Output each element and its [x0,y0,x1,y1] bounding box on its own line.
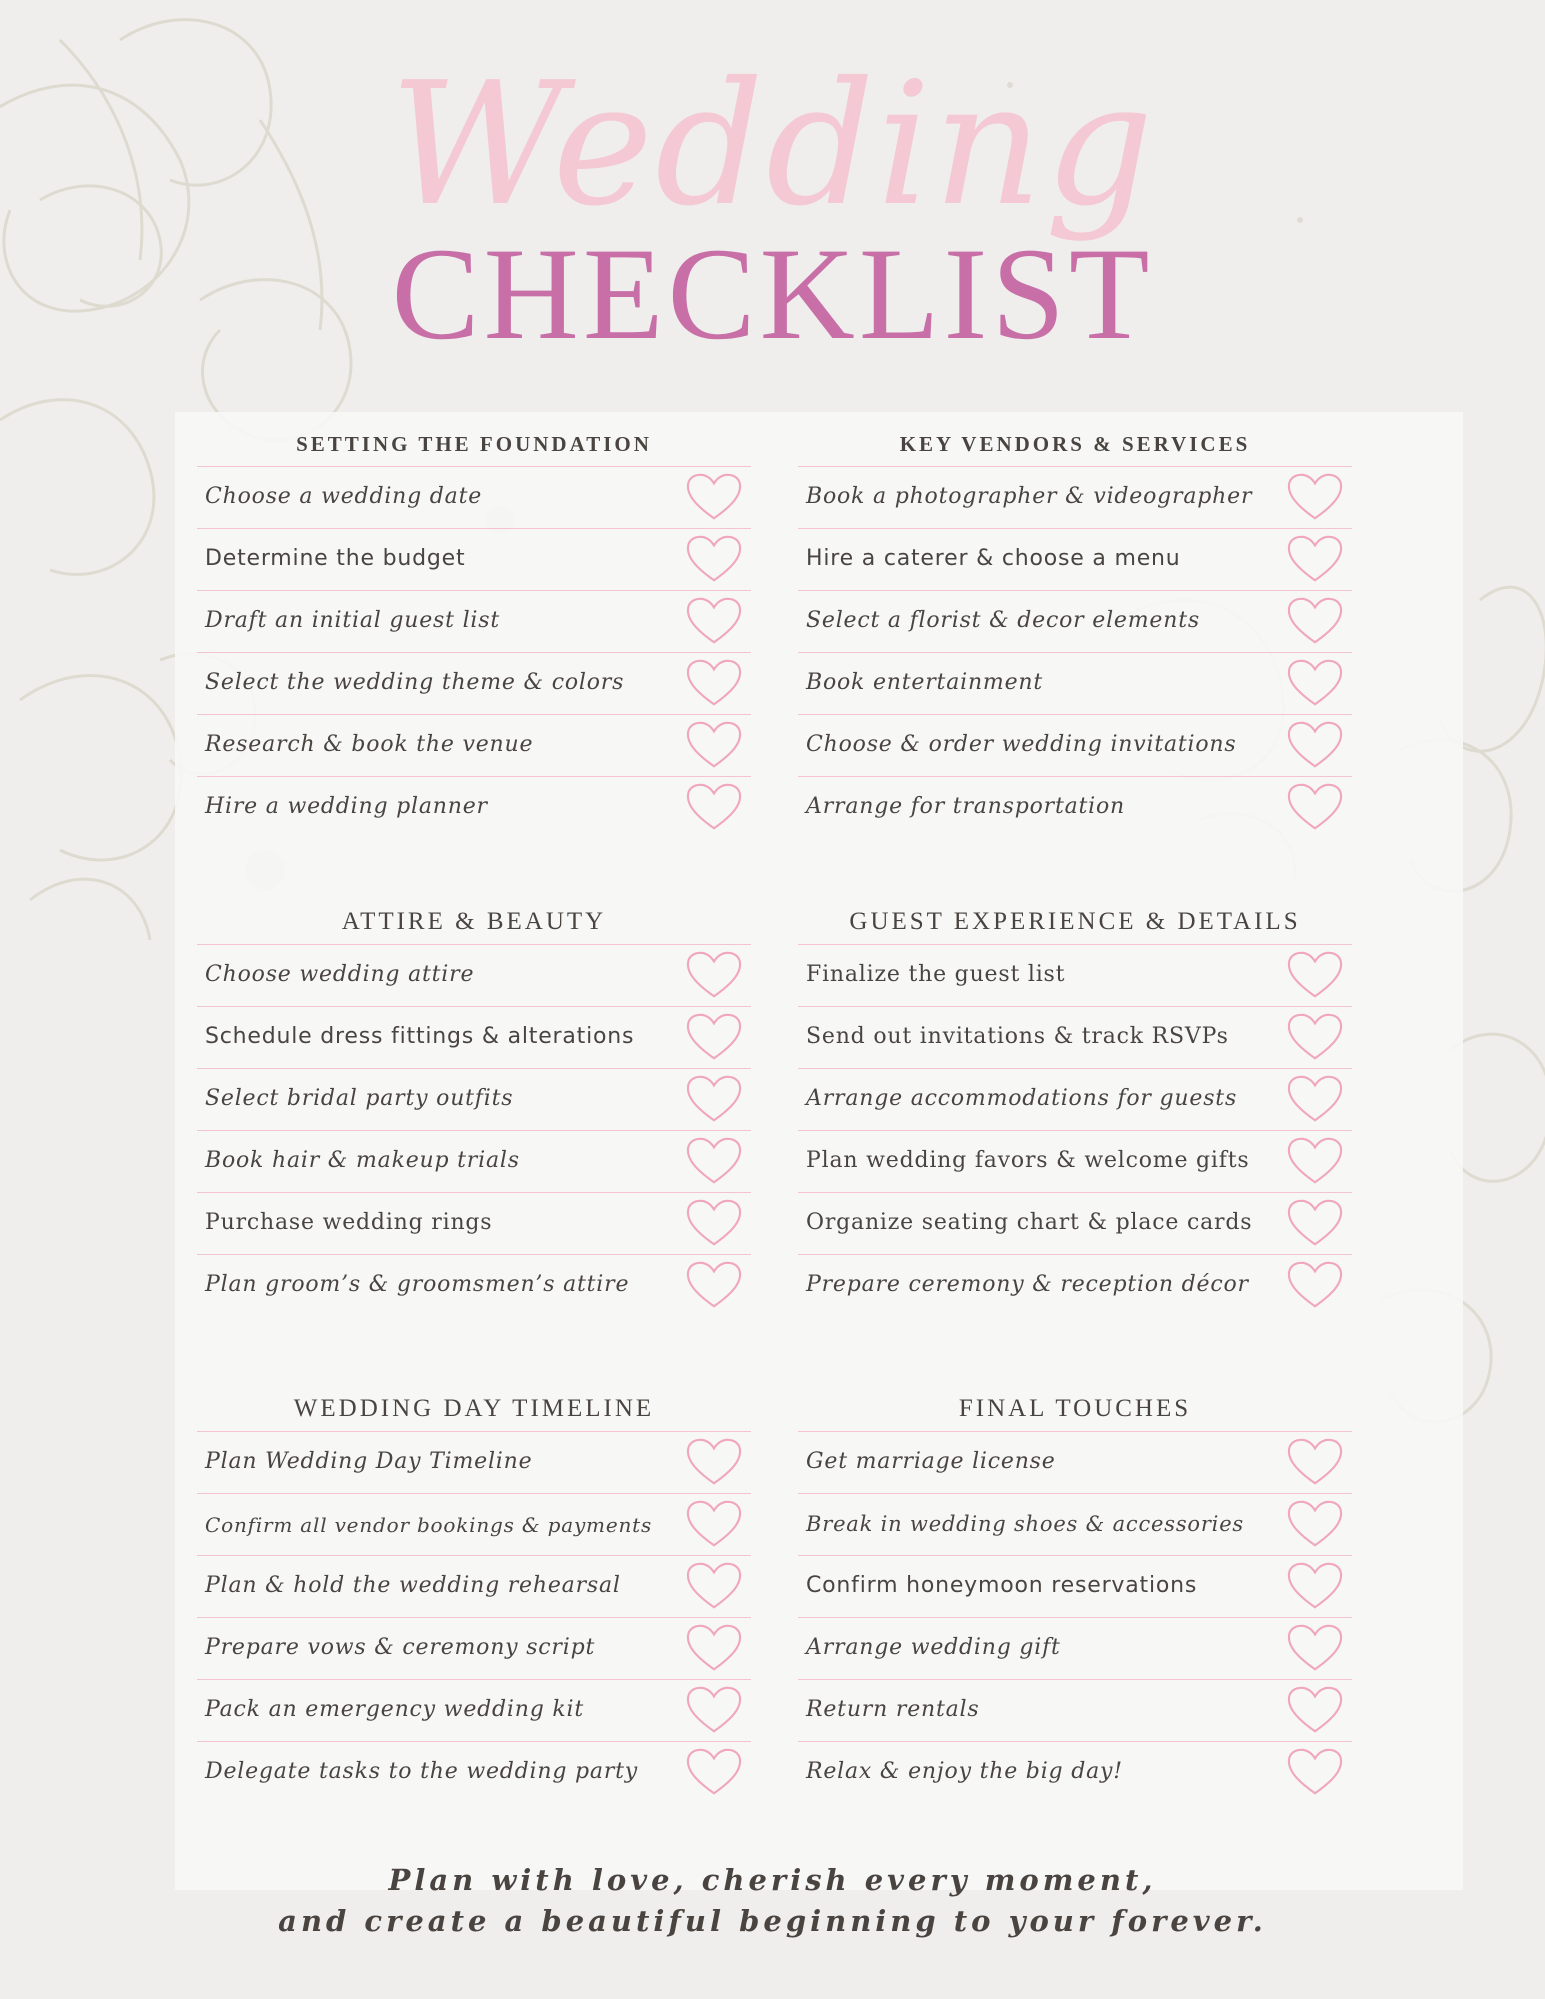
section-final-touches [798,1387,1352,1803]
section-title: SETTING THE FOUNDATION [296,432,652,456]
item-label: Plan & hold the wedding rehearsal [205,1573,621,1599]
item-label: Pack an emergency wedding kit [205,1697,584,1723]
checklist-item[interactable] [197,590,751,652]
item-label: Prepare ceremony & reception décor [806,1272,1249,1298]
item-label: Determine the budget [205,546,466,572]
heart-checkbox-icon[interactable] [685,1197,743,1249]
heart-checkbox-icon[interactable] [1286,1436,1344,1488]
heart-checkbox-icon[interactable] [685,1746,743,1798]
item-label: Draft an initial guest list [205,608,500,634]
heart-checkbox-icon[interactable] [1286,1135,1344,1187]
item-label: Book entertainment [806,670,1043,696]
checklist-item[interactable] [798,1493,1352,1555]
item-label: Finalize the guest list [806,962,1066,988]
heart-checkbox-icon[interactable] [1286,533,1344,585]
heart-checkbox-icon[interactable] [685,1011,743,1063]
title-script: Wedding [389,46,1156,244]
checklist-item[interactable] [798,714,1352,776]
item-label: Confirm honeymoon reservations [806,1573,1198,1599]
item-label: Arrange for transportation [806,794,1126,820]
checklist-item[interactable] [197,1431,751,1493]
heart-checkbox-icon[interactable] [1286,1011,1344,1063]
item-label: Arrange accommodations for guests [806,1086,1238,1112]
item-label: Choose & order wedding invitations [806,732,1237,758]
checklist-item[interactable] [798,776,1352,838]
section-title: KEY VENDORS & SERVICES [899,432,1251,456]
checklist-item[interactable] [197,714,751,776]
item-label: Purchase wedding rings [205,1210,493,1236]
item-label: Send out invitations & track RSVPs [806,1024,1229,1050]
section-title: ATTIRE & BEAUTY [341,908,607,935]
checklist-item[interactable] [798,1130,1352,1192]
heart-checkbox-icon[interactable] [1286,1560,1344,1612]
checklist-item[interactable] [798,1555,1352,1617]
item-label: Research & book the venue [205,732,534,758]
heart-checkbox-icon[interactable] [1286,595,1344,647]
item-label: Arrange wedding gift [806,1635,1061,1661]
heart-checkbox-icon[interactable] [685,1436,743,1488]
footer-quote [0,1860,1545,1942]
heart-checkbox-icon[interactable] [685,1135,743,1187]
heart-checkbox-icon[interactable] [1286,471,1344,523]
item-label: Choose wedding attire [205,962,475,988]
section-wedding-day-timeline [197,1387,751,1803]
checklist-item[interactable] [197,944,751,1006]
checklist-item[interactable] [197,1555,751,1617]
item-label: Plan Wedding Day Timeline [205,1449,533,1475]
checklist-item[interactable] [197,1679,751,1741]
heart-checkbox-icon[interactable] [1286,949,1344,1001]
item-label: Get marriage license [806,1449,1056,1475]
heart-checkbox-icon[interactable] [685,471,743,523]
checklist-item[interactable] [197,1493,751,1555]
section-title: WEDDING DAY TIMELINE [293,1395,655,1422]
heart-checkbox-icon[interactable] [685,949,743,1001]
heart-checkbox-icon[interactable] [685,719,743,771]
item-label: Hire a wedding planner [205,794,488,820]
checklist-item[interactable] [798,652,1352,714]
heart-checkbox-icon[interactable] [1286,657,1344,709]
heart-checkbox-icon[interactable] [1286,1684,1344,1736]
checklist-item[interactable] [798,1617,1352,1679]
item-label: Prepare vows & ceremony script [205,1635,596,1661]
checklist-item[interactable] [798,1254,1352,1316]
checklist-item[interactable] [798,1068,1352,1130]
section-title: GUEST EXPERIENCE & DETAILS [849,908,1301,935]
heart-checkbox-icon[interactable] [1286,1622,1344,1674]
heart-checkbox-icon[interactable] [1286,1197,1344,1249]
heart-checkbox-icon[interactable] [685,1622,743,1674]
heart-checkbox-icon[interactable] [685,595,743,647]
heart-checkbox-icon[interactable] [1286,719,1344,771]
item-label: Choose a wedding date [205,484,483,510]
section-guest-experience-details [798,900,1352,1316]
heart-checkbox-icon[interactable] [685,533,743,585]
checklist-item[interactable] [197,466,751,528]
section-attire-beauty [197,900,751,1316]
item-label: Plan groom’s & groomsmen’s attire [205,1272,630,1298]
heart-checkbox-icon[interactable] [1286,1746,1344,1798]
section-key-vendors-services [798,422,1352,838]
checklist-item[interactable] [197,1006,751,1068]
checklist-item[interactable] [197,1741,751,1803]
item-label: Book hair & makeup trials [205,1148,520,1174]
item-label: Confirm all vendor bookings & payments [205,1512,653,1537]
checklist-item[interactable] [798,1741,1352,1803]
checklist-item[interactable] [197,652,751,714]
heart-checkbox-icon[interactable] [1286,1498,1344,1550]
heart-checkbox-icon[interactable] [1286,1259,1344,1311]
item-label: Hire a caterer & choose a menu [806,546,1181,572]
section-setting-the-foundation [197,422,751,838]
checklist-item[interactable] [798,1006,1352,1068]
item-label: Organize seating chart & place cards [806,1210,1253,1236]
item-label: Relax & enjoy the big day! [806,1759,1123,1785]
heart-checkbox-icon[interactable] [685,781,743,833]
checklist-item[interactable] [798,590,1352,652]
item-label: Select the wedding theme & colors [205,670,625,696]
checklist-item[interactable] [798,944,1352,1006]
item-label: Break in wedding shoes & accessories [806,1511,1245,1536]
heart-checkbox-icon[interactable] [685,1259,743,1311]
footer-line-1: Plan with love, cherish every moment, [388,1863,1157,1897]
page-title: CHECKLIST [391,220,1154,367]
footer-line-2: and create a beautiful beginning to your forever. [278,1904,1267,1938]
checklist-item[interactable] [197,528,751,590]
checklist-item[interactable] [197,1068,751,1130]
item-label: Return rentals [806,1697,980,1723]
heart-checkbox-icon[interactable] [685,1560,743,1612]
checklist-item[interactable] [798,1679,1352,1741]
heart-checkbox-icon[interactable] [685,1684,743,1736]
item-label: Plan wedding favors & welcome gifts [806,1148,1250,1174]
checklist-item[interactable] [798,528,1352,590]
checklist-item[interactable] [798,1431,1352,1493]
item-label: Delegate tasks to the wedding party [205,1759,639,1785]
checklist-item[interactable] [197,1130,751,1192]
section-title: FINAL TOUCHES [958,1395,1192,1422]
item-label: Book a photographer & videographer [806,484,1253,510]
checklist-item[interactable] [798,1192,1352,1254]
item-label: Select a florist & decor elements [806,608,1200,634]
heart-checkbox-icon[interactable] [685,657,743,709]
checklist-item[interactable] [197,1617,751,1679]
heart-checkbox-icon[interactable] [685,1073,743,1125]
checklist-item[interactable] [798,466,1352,528]
checklist-item[interactable] [197,1254,751,1316]
checklist-item[interactable] [197,1192,751,1254]
heart-checkbox-icon[interactable] [685,1498,743,1550]
heart-checkbox-icon[interactable] [1286,1073,1344,1125]
heart-checkbox-icon[interactable] [1286,781,1344,833]
item-label: Select bridal party outfits [205,1086,514,1112]
item-label: Schedule dress fittings & alterations [205,1024,635,1050]
checklist-item[interactable] [197,776,751,838]
